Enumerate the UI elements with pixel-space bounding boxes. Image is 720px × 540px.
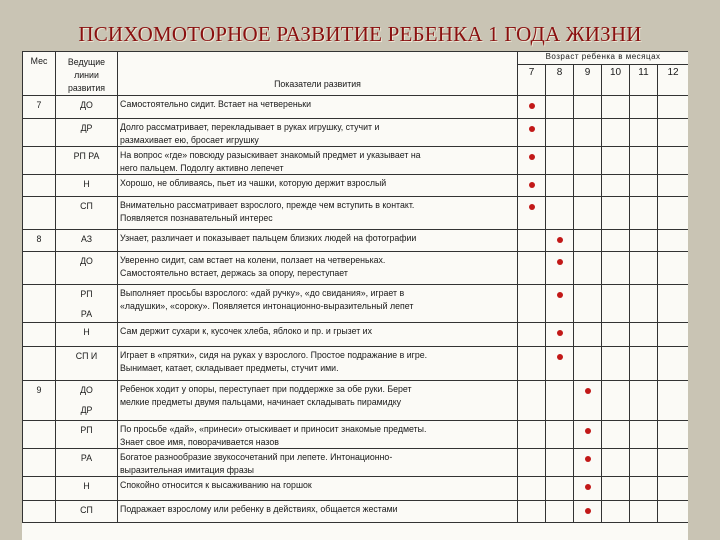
age-cell-8 [546,477,574,501]
line-cell [56,147,118,175]
indicator-text-line: Самостоятельно сидит. Встает на четвереньки [120,99,312,109]
line-code: ДО [80,256,93,266]
table-row [23,421,689,449]
indicator-text-line: Уверенно сидит, сам встает на колени, ползает на четвереньках. [120,255,386,265]
age-marker-dot [585,508,591,514]
table-row [23,477,689,501]
indicator-cell [118,96,518,119]
age-marker-dot [557,292,563,298]
age-cell-11 [630,252,658,285]
indicator-cell [118,477,518,501]
line-cell [56,96,118,119]
line-code: РП [80,425,93,435]
month-cell [23,347,56,381]
table-row [23,197,689,230]
indicator-text-line: Внимательно рассматривает взрослого, прежде чем вступить в контакт. [120,200,415,210]
age-cell-11 [630,323,658,347]
month-cell [23,501,56,523]
table-row [23,175,689,197]
month-cell [23,119,56,147]
indicator-text-line: Вынимает, катает, складывает предметы, стучит ими. [120,362,339,373]
age-cell-7 [518,347,546,381]
indicator-text-line: Знает свое имя, поворачивается назов [120,436,279,447]
indicator-text-line: Долго рассматривает, перекладывает в руках игрушку, стучит и [120,122,380,132]
indicator-cell [118,501,518,523]
header-month-9: 9 [574,64,602,95]
indicator-cell [118,197,518,230]
age-cell-10 [602,285,630,323]
age-cell-7 [518,197,546,230]
month-cell [23,147,56,175]
age-cell-10 [602,230,630,252]
month-cell [23,197,56,230]
line-cell [56,449,118,477]
age-cell-12 [658,323,689,347]
age-cell-11 [630,449,658,477]
age-cell-9 [574,96,602,119]
age-cell-9 [574,501,602,523]
table-row [23,381,689,421]
age-cell-12 [658,347,689,381]
line-cell [56,197,118,230]
age-cell-8 [546,381,574,421]
indicator-text-line: мелкие предметы двумя пальцами, начинает складывать пирамидку [120,396,402,407]
header-lines-word: Ведущие [67,57,106,67]
age-cell-11 [630,501,658,523]
age-cell-11 [630,230,658,252]
table-row [23,347,689,381]
line-code: ДО [80,385,93,395]
table-row [23,252,689,285]
table-row [23,449,689,477]
indicator-cell [118,421,518,449]
indicator-cell [118,285,518,323]
development-table [22,51,688,523]
age-cell-8 [546,347,574,381]
age-cell-9 [574,323,602,347]
age-marker-dot [585,456,591,462]
line-cell [56,421,118,449]
line-cell [56,175,118,197]
line-code: СП И [75,351,98,361]
age-cell-9 [574,175,602,197]
age-cell-11 [630,347,658,381]
month-cell [23,323,56,347]
indicator-text-line: Хорошо, не обливаясь, пьет из чашки, которую держит взрослый [120,178,387,188]
indicator-text-line: Появляется познавательный интерес [120,212,273,223]
header-lines-word: линии [74,70,99,80]
age-cell-9 [574,477,602,501]
indicator-text-line: Выполняет просьбы взрослого: «дай ручку», «до свидания», играет в [120,288,405,298]
indicator-cell [118,347,518,381]
age-cell-8 [546,252,574,285]
age-cell-11 [630,197,658,230]
age-cell-11 [630,119,658,147]
line-cell [56,119,118,147]
age-marker-dot [529,103,535,109]
age-cell-10 [602,252,630,285]
month-cell [23,175,56,197]
line-code: СП [80,201,93,211]
line-cell [56,477,118,501]
month-cell [23,421,56,449]
age-cell-10 [602,197,630,230]
indicator-text-line: «ладушки», «сороку». Появляется интонационно-выразительный лепет [120,300,414,311]
indicator-text-line: размахивает ею, бросает игрушку [120,134,259,145]
indicator-text-line: Играет в «прятки», сидя на руках у взрослого. Простое подражание в игре. [120,350,428,360]
indicator-text-line: него пальцем. Подолгу активно лепечет [120,162,284,173]
header-month-label: Мес [23,52,56,96]
header-month-7: 7 [518,64,546,95]
indicator-text-line: выразительная имитация фразы [120,464,254,475]
age-cell-8 [546,197,574,230]
age-marker-dot [585,388,591,394]
indicator-text-line: Спокойно относится к высаживанию на горшок [120,480,312,490]
month-cell [23,477,56,501]
table-row [23,119,689,147]
table-row [23,323,689,347]
indicator-text-line: Самостоятельно встает, держась за опору, переступает [120,267,348,278]
age-cell-11 [630,96,658,119]
age-cell-7 [518,477,546,501]
line-cell [56,347,118,381]
age-marker-dot [557,354,563,360]
indicator-cell [118,381,518,421]
age-cell-7 [518,147,546,175]
header-month-12: 12 [658,64,689,95]
age-cell-7 [518,381,546,421]
month-cell: 7 [23,96,56,119]
age-cell-9 [574,449,602,477]
indicator-cell [118,119,518,147]
line-code: АЗ [80,234,93,244]
age-marker-dot [585,428,591,434]
line-cell [56,230,118,252]
line-code: РА [80,309,93,319]
table-row [23,501,689,523]
indicator-text-line: Сам держит сухари к, кусочек хлеба, яблоко и пр. и грызет их [120,326,372,336]
month-cell [23,285,56,323]
age-cell-11 [630,147,658,175]
table-body [23,96,689,523]
age-marker-dot [585,484,591,490]
header-month-11: 11 [630,64,658,95]
age-cell-9 [574,252,602,285]
age-cell-10 [602,347,630,381]
indicator-text-line: Подражает взрослому или ребенку в действиях, общается жестами [120,504,398,514]
line-code: ДР [80,123,93,133]
age-cell-8 [546,96,574,119]
age-cell-9 [574,147,602,175]
indicator-text-line: По просьбе «дай», «принеси» отыскивает и приносит знакомые предметы. [120,424,427,434]
line-code: ДО [80,100,93,110]
age-cell-12 [658,449,689,477]
age-cell-12 [658,230,689,252]
age-cell-8 [546,147,574,175]
age-cell-11 [630,477,658,501]
age-cell-8 [546,119,574,147]
header-lines-word: развития [67,83,105,93]
age-marker-dot [529,126,535,132]
age-cell-8 [546,230,574,252]
line-cell [56,501,118,523]
header-age-label: Возраст ребенка в месяцах [518,52,689,65]
age-marker-dot [557,330,563,336]
age-cell-11 [630,381,658,421]
age-cell-8 [546,285,574,323]
age-cell-8 [546,449,574,477]
age-cell-10 [602,147,630,175]
line-code: СП [80,505,93,515]
age-cell-12 [658,197,689,230]
age-cell-9 [574,230,602,252]
line-code: Н [83,327,90,337]
age-cell-11 [630,421,658,449]
age-cell-9 [574,381,602,421]
indicator-cell [118,449,518,477]
age-cell-9 [574,197,602,230]
age-cell-7 [518,501,546,523]
indicator-text-line: Богатое разнообразие звукосочетаний при лепете. Интонационно- [120,452,393,462]
header-lines-label [56,52,118,96]
age-cell-12 [658,147,689,175]
line-cell [56,381,118,421]
age-cell-10 [602,119,630,147]
age-marker-dot [557,259,563,265]
development-sheet [22,51,688,540]
line-code: РП РА [73,151,100,161]
age-cell-10 [602,323,630,347]
age-cell-8 [546,421,574,449]
age-marker-dot [529,204,535,210]
age-cell-7 [518,175,546,197]
age-cell-8 [546,501,574,523]
age-cell-10 [602,175,630,197]
indicator-cell [118,147,518,175]
month-cell: 9 [23,381,56,421]
table-row [23,147,689,175]
header-indicators-label: Показатели развития [118,52,518,96]
age-cell-12 [658,285,689,323]
age-cell-11 [630,285,658,323]
age-cell-12 [658,381,689,421]
age-marker-dot [529,182,535,188]
age-cell-10 [602,96,630,119]
age-cell-10 [602,477,630,501]
age-cell-7 [518,449,546,477]
age-cell-7 [518,421,546,449]
indicator-cell [118,230,518,252]
table-row [23,285,689,323]
line-code: ДР [80,405,93,415]
line-code: РА [80,453,93,463]
age-cell-9 [574,119,602,147]
indicator-cell [118,175,518,197]
age-cell-12 [658,501,689,523]
age-marker-dot [529,154,535,160]
line-code: Н [83,179,90,189]
age-cell-10 [602,381,630,421]
indicator-text-line: На вопрос «где» повсюду разыскивает знакомый предмет и указывает на [120,150,421,160]
age-cell-9 [574,421,602,449]
age-cell-12 [658,421,689,449]
age-cell-7 [518,230,546,252]
age-cell-12 [658,96,689,119]
indicator-text-line: Узнает, различает и показывает пальцем близких людей на фотографии [120,233,417,243]
indicator-cell [118,323,518,347]
age-cell-8 [546,175,574,197]
age-cell-7 [518,285,546,323]
age-cell-9 [574,285,602,323]
age-cell-12 [658,477,689,501]
age-cell-12 [658,252,689,285]
age-cell-7 [518,323,546,347]
indicator-text-line: Ребенок ходит у опоры, переступает при поддержке за обе руки. Берет [120,384,412,394]
age-cell-12 [658,119,689,147]
line-cell [56,285,118,323]
age-cell-12 [658,175,689,197]
age-cell-7 [518,252,546,285]
month-cell [23,449,56,477]
header-month-10: 10 [602,64,630,95]
age-cell-8 [546,323,574,347]
month-cell: 8 [23,230,56,252]
table-row [23,230,689,252]
age-cell-7 [518,96,546,119]
age-cell-11 [630,175,658,197]
age-cell-9 [574,347,602,381]
header-month-8: 8 [546,64,574,95]
age-cell-10 [602,449,630,477]
indicator-cell [118,252,518,285]
line-cell [56,323,118,347]
age-marker-dot [557,237,563,243]
line-code: РП [80,289,93,299]
month-cell [23,252,56,285]
line-cell [56,252,118,285]
age-cell-7 [518,119,546,147]
age-cell-10 [602,421,630,449]
page-title: ПСИХОМОТОРНОЕ РАЗВИТИЕ РЕБЕНКА 1 ГОДА ЖИЗНИ [78,22,642,46]
age-cell-10 [602,501,630,523]
table-row [23,96,689,119]
line-code: Н [83,481,90,491]
